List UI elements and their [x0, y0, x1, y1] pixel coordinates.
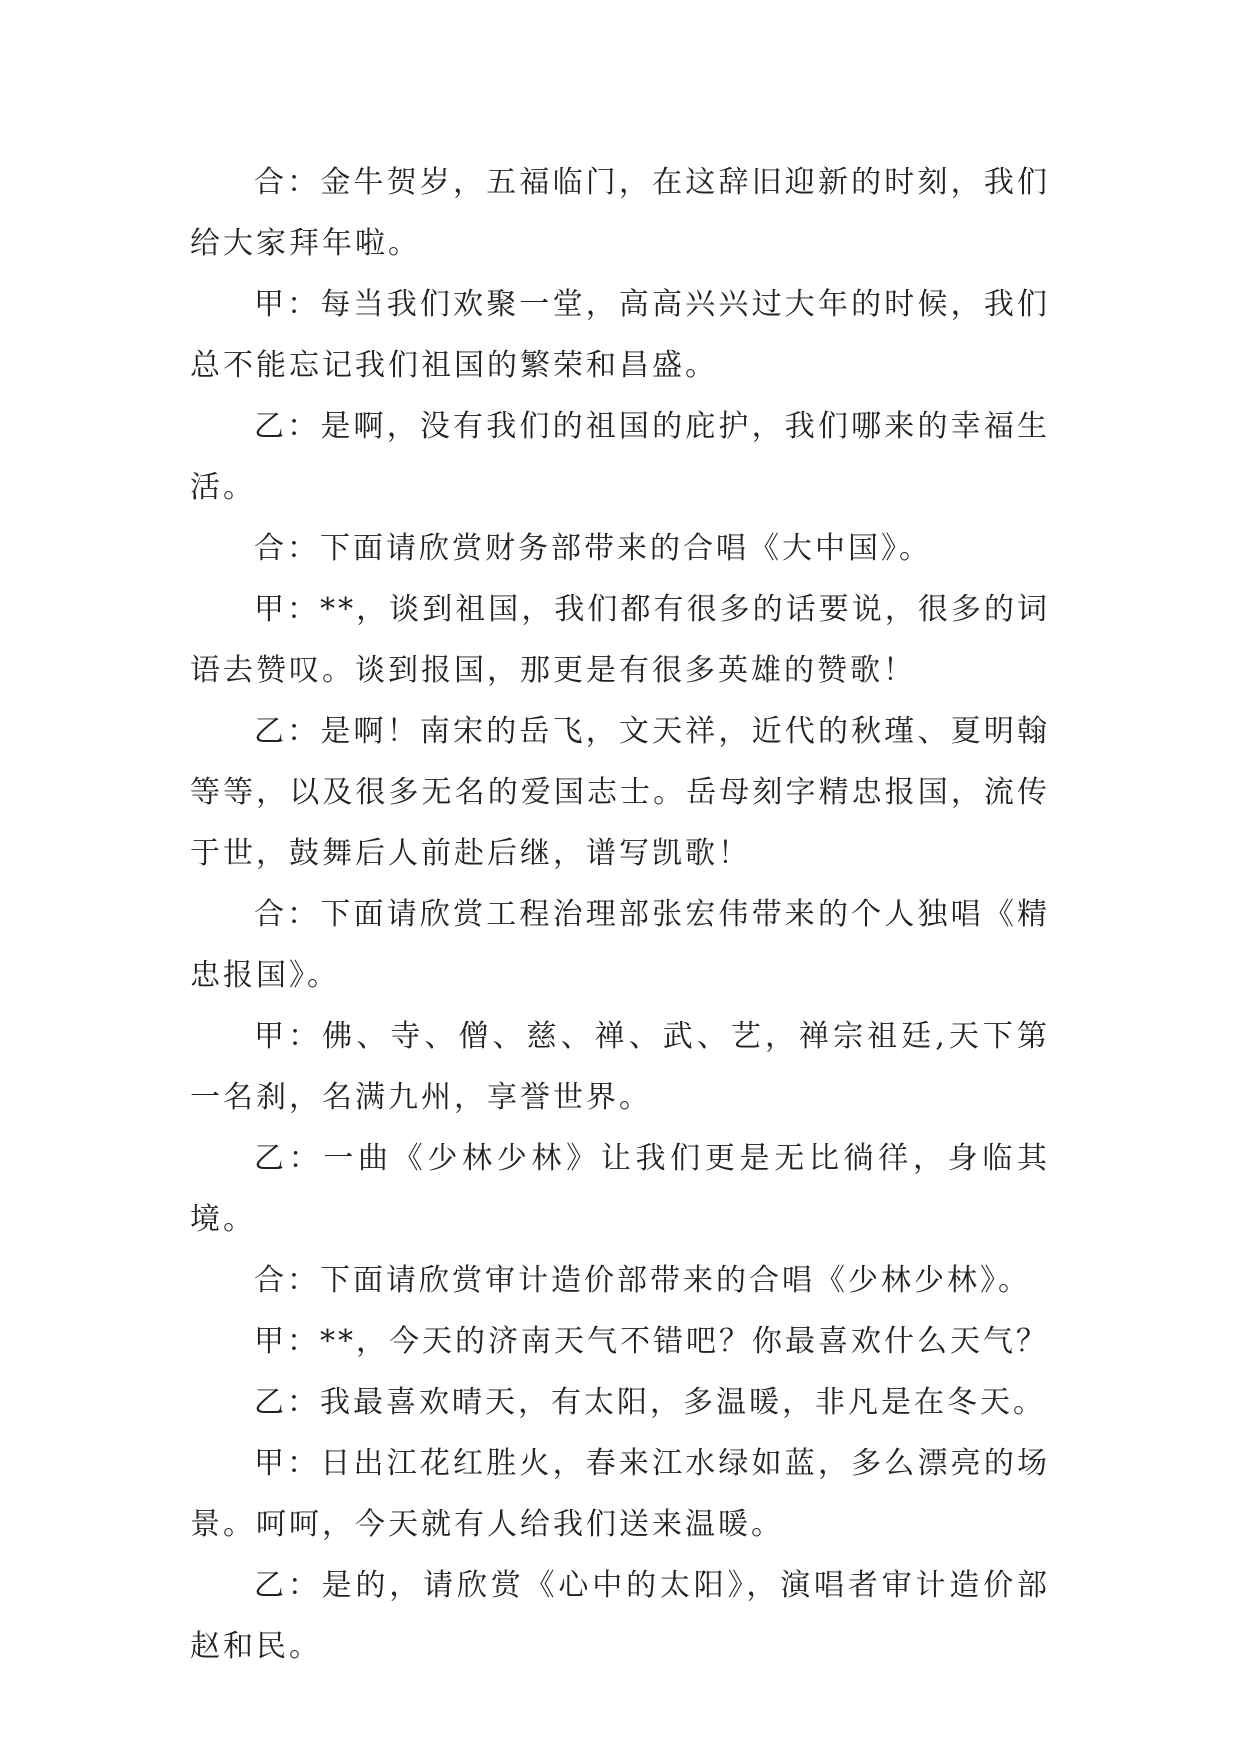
paragraph: 甲：**，谈到祖国，我们都有很多的话要说，很多的词语去赞叹。谈到报国，那更是有很多英雄的赞歌！ [190, 592, 1050, 688]
paragraph: 乙：是啊！南宋的岳飞，文天祥，近代的秋瑾、夏明翰等等，以及很多无名的爱国志士。岳母刻字精忠报国，流传于世，鼓舞后人前赴后继，谱写凯歌！ [190, 714, 1050, 871]
paragraph: 合：下面请欣赏财务部带来的合唱《大中国》。 [254, 531, 932, 566]
paragraph: 合：下面请欣赏审计造价部带来的合唱《少林少林》。 [254, 1263, 1031, 1298]
paragraph: 甲：每当我们欢聚一堂，高高兴兴过大年的时候，我们总不能忘记我们祖国的繁荣和昌盛。 [190, 287, 1050, 383]
paragraph: 乙：是啊，没有我们的祖国的庇护，我们哪来的幸福生活。 [190, 409, 1050, 505]
paragraph: 乙：一曲《少林少林》让我们更是无比徜徉，身临其境。 [190, 1141, 1050, 1237]
paragraph: 甲：佛、寺、僧、慈、禅、武、艺，禅宗祖廷,天下第一名刹，名满九州，享誉世界。 [190, 1019, 1050, 1115]
paragraph: 乙：我最喜欢晴天，有太阳，多温暖，非凡是在冬天。 [254, 1385, 1046, 1420]
paragraph: 乙：是的，请欣赏《心中的太阳》，演唱者审计造价部赵和民。 [190, 1568, 1050, 1664]
paragraph: 合：金牛贺岁，五福临门，在这辞旧迎新的时刻，我们给大家拜年啦。 [190, 165, 1050, 261]
paragraph: 甲：**，今天的济南天气不错吧？你最喜欢什么天气？ [254, 1324, 1049, 1359]
script-body [190, 152, 1050, 1677]
paragraph: 甲：日出江花红胜火，春来江水绿如蓝，多么漂亮的场景。呵呵，今天就有人给我们送来温暖。 [190, 1446, 1050, 1542]
paragraph: 合：下面请欣赏工程治理部张宏伟带来的个人独唱《精忠报国》。 [190, 897, 1050, 993]
